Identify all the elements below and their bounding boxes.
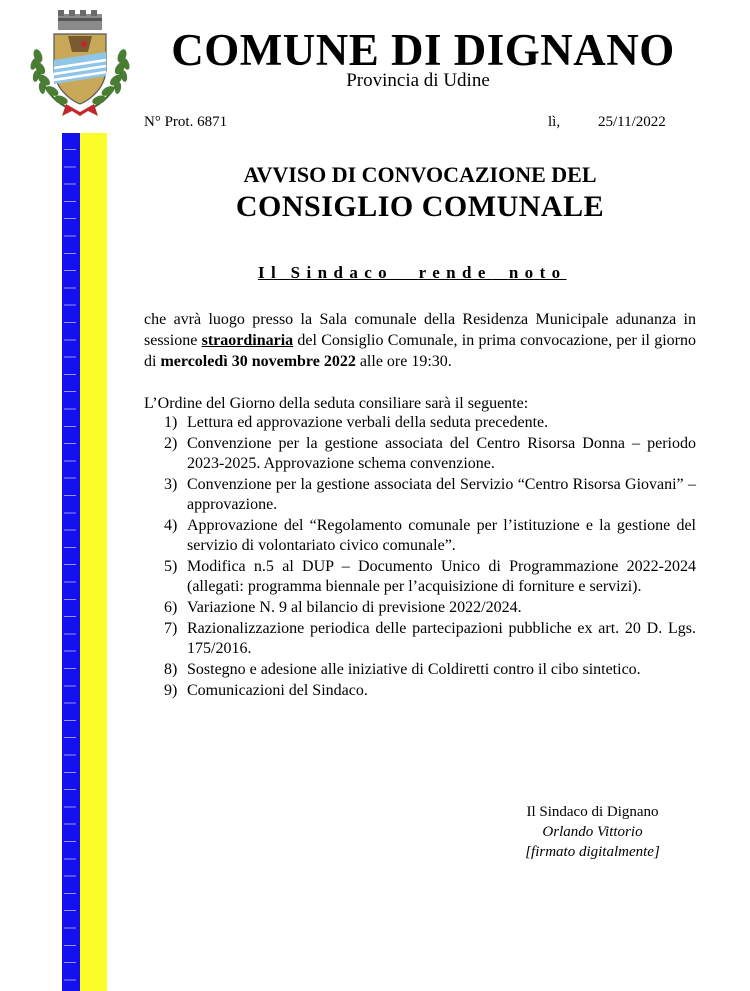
- agenda-number: 1): [164, 414, 178, 431]
- announcer-word: noto: [508, 263, 567, 282]
- agenda-number: 4): [164, 517, 178, 534]
- agenda-list: [144, 413, 696, 702]
- agenda-text: Modifica n.5 al DUP – Documento Unico di Programmazione 2022-2024 (allegati: programma biennale per l’acquisizione di forniture e servizi).: [187, 558, 696, 595]
- agenda-text: Lettura ed approvazione verbali della seduta precedente.: [187, 414, 549, 431]
- agenda-item: [144, 598, 696, 618]
- announcer-word: Il: [258, 263, 283, 282]
- side-stripe-yellow: [80, 133, 107, 991]
- notice-heading-line1: AVVISO DI CONVOCAZIONE DEL: [243, 162, 597, 187]
- session-type: straordinaria: [201, 332, 294, 349]
- place-marker: lì,: [548, 114, 561, 130]
- agenda-text: Sostegno e adesione alle iniziative di Coldiretti contro il cibo sintetico.: [187, 661, 641, 678]
- agenda-item: [144, 475, 696, 515]
- para-text: alle ore 19:30.: [355, 353, 452, 370]
- agenda-item: [144, 557, 696, 597]
- agenda-item: [144, 660, 696, 680]
- document-date: 25/11/2022: [598, 114, 666, 130]
- signature-note: [firmato digitalmente]: [525, 844, 660, 860]
- agenda-item: [144, 516, 696, 556]
- coat-of-arms-icon: [28, 8, 132, 120]
- para-text: che avrà luogo presso la Sala comunale della Residenza Municipale adunanza in sessione: [144, 311, 696, 349]
- announcer-word: Sindaco: [290, 263, 394, 282]
- signer-role: Il Sindaco di Dignano: [526, 804, 659, 820]
- agenda-text: Variazione N. 9 al bilancio di previsione 2022/2024.: [187, 599, 522, 616]
- agenda-item: [144, 619, 696, 659]
- para-text: del Consiglio Comunale, in prima convocazione, per il giorno di: [144, 332, 697, 370]
- agenda-text: Razionalizzazione periodica delle partecipazioni pubbliche ex art. 20 D. Lgs. 175/2016.: [187, 620, 696, 657]
- agenda-text: Convenzione per la gestione associata del Servizio “Centro Risorsa Giovani” – approvazione.: [187, 476, 696, 513]
- announcer-line: [258, 263, 582, 283]
- agenda-item: [144, 413, 696, 433]
- agenda-number: 5): [164, 558, 178, 575]
- agenda-intro: L’Ordine del Giorno della seduta consiliare sarà il seguente:: [144, 395, 529, 412]
- meeting-date: mercoledì 30 novembre 2022: [160, 353, 356, 370]
- convocation-paragraph: [144, 309, 696, 372]
- announcer-word: rende: [418, 263, 492, 282]
- agenda-text: Comunicazioni del Sindaco.: [187, 682, 368, 699]
- notice-heading-line2: CONSIGLIO COMUNALE: [235, 190, 605, 223]
- agenda-item: [144, 681, 696, 701]
- side-stripe-ticks: [64, 133, 76, 991]
- province-subtitle: Provincia di Udine: [346, 70, 490, 91]
- agenda-text: Convenzione per la gestione associata del Centro Risorsa Donna – periodo 2023-2025. Approvazione schema convenzione.: [187, 435, 696, 472]
- agenda-number: 3): [164, 476, 178, 493]
- agenda-number: 9): [164, 682, 178, 699]
- agenda-number: 7): [164, 620, 178, 637]
- municipality-title: COMUNE DI DIGNANO: [171, 25, 675, 75]
- agenda-number: 2): [164, 435, 178, 452]
- agenda-number: 6): [164, 599, 178, 616]
- protocol-number: N° Prot. 6871: [144, 114, 228, 130]
- agenda-text: Approvazione del “Regolamento comunale per l’istituzione e la gestione del servizio di volontariato civico comunale”.: [187, 517, 696, 554]
- signature-block: [505, 802, 680, 862]
- signer-name: Orlando Vittorio: [542, 824, 643, 840]
- agenda-item: [144, 434, 696, 474]
- agenda-number: 8): [164, 661, 178, 678]
